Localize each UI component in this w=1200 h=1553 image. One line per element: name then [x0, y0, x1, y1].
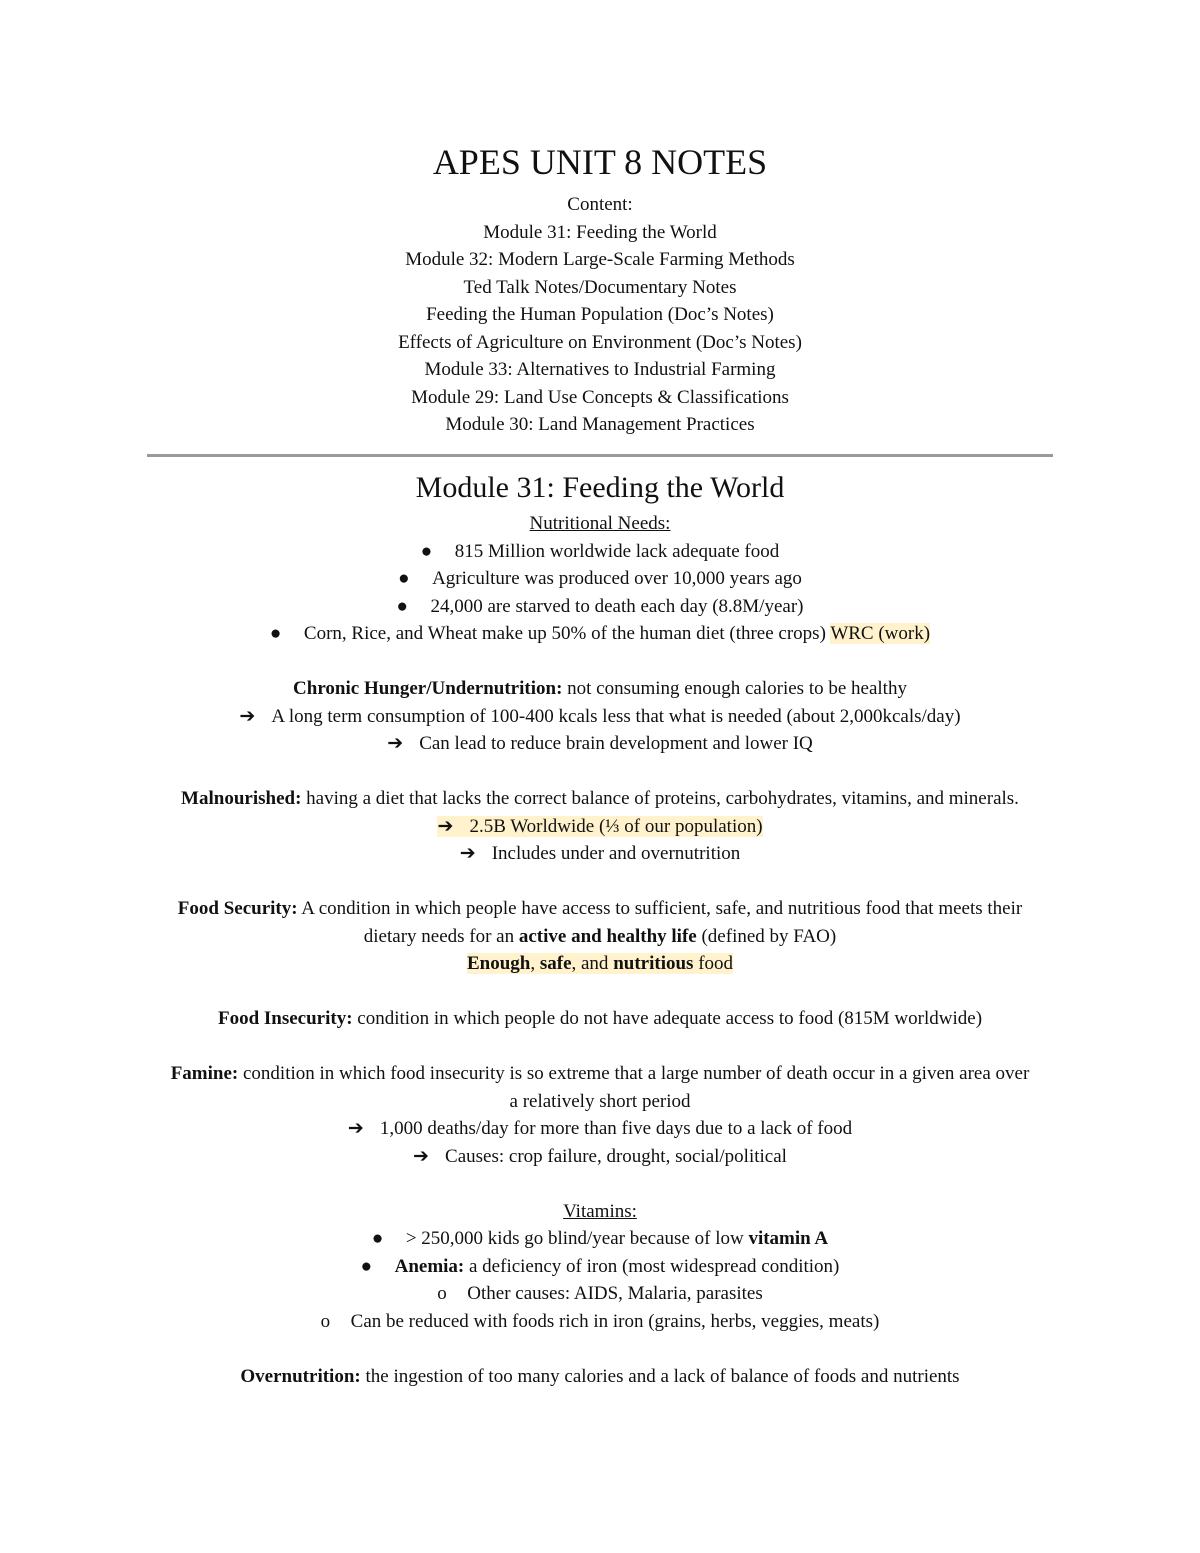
toc-item: Module 32: Modern Large-Scale Farming Methods [405, 249, 795, 270]
term: Malnourished: [181, 788, 302, 809]
list-item: ➔ A long term consumption of 100-400 kcals less that what is needed (about 2,000kcals/day) [0, 703, 1200, 731]
arrow-icon: ➔ [437, 815, 454, 837]
famine-definition: Famine: condition in which food insecurity is so extreme that a large number of death occur in a given area over [170, 1063, 1030, 1084]
arrow-icon: ➔ [347, 1118, 364, 1139]
famine-definition-cont: a relatively short period [509, 1090, 691, 1112]
term: Famine: [170, 1063, 239, 1084]
list-item: ➔ Includes under and overnutrition [0, 840, 1200, 868]
toc-item: Module 31: Feeding the World [483, 221, 717, 243]
list-item: ● > 250,000 kids go blind/year because of low vitamin A [0, 1225, 1200, 1253]
table-of-contents [0, 191, 1200, 439]
arrow-icon: ➔ [387, 733, 404, 754]
bullet-icon: ● [398, 568, 410, 589]
food-insecurity-definition: Food Insecurity: condition in which people do not have adequate access to food (815M worldwide) [217, 1008, 983, 1029]
list-item: ➔ Can lead to reduce brain development and lower IQ [0, 730, 1200, 758]
term: Food Insecurity: [217, 1008, 353, 1029]
toc-item: Feeding the Human Population (Doc’s Notes) [426, 304, 774, 325]
arrow-icon: ➔ [413, 1145, 429, 1167]
toc-item: Module 29: Land Use Concepts & Classifications [411, 386, 789, 408]
contents-label: Content: [567, 194, 633, 215]
list-item: ➔ Causes: crop failure, drought, social/political [0, 1143, 1200, 1171]
toc-item: Module 30: Land Management Practices [445, 414, 755, 435]
section-heading: Module 31: Feeding the World [415, 471, 785, 504]
vitamins-heading: Vitamins: [563, 1200, 637, 1222]
bullet-icon: ● [371, 1228, 384, 1249]
list-item: ● Agriculture was produced over 10,000 years ago [0, 565, 1200, 593]
list-item: ● 24,000 are starved to death each day (8.8M/year) [0, 593, 1200, 621]
list-item: ➔ 2.5B Worldwide (⅓ of our population) [0, 813, 1200, 841]
arrow-icon: ➔ [239, 705, 256, 727]
list-item: ● 815 Million worldwide lack adequate food [0, 538, 1200, 566]
arrow-icon: ➔ [459, 843, 476, 864]
list-item: o Can be reduced with foods rich in iron (grains, herbs, veggies, meats) [0, 1308, 1200, 1336]
list-item: o Other causes: AIDS, Malaria, parasites [0, 1280, 1200, 1308]
toc-item: Module 33: Alternatives to Industrial Farming [424, 359, 776, 380]
horizontal-divider [147, 454, 1053, 457]
bullet-icon: ● [360, 1255, 373, 1277]
nutritional-needs-heading: Nutritional Needs: [529, 513, 671, 534]
toc-item: Ted Talk Notes/Documentary Notes [463, 276, 737, 298]
circle-bullet-icon: o [320, 1310, 331, 1332]
bullet-icon: ● [396, 595, 408, 617]
bullet-icon: ● [269, 623, 282, 644]
circle-bullet-icon: o [437, 1283, 447, 1304]
chronic-hunger-definition: Chronic Hunger/Undernutrition: not consuming enough calories to be healthy [293, 678, 907, 699]
overnutrition-definition: Overnutrition: the ingestion of too many calories and a lack of balance of foods and nutrients [240, 1365, 960, 1387]
malnourished-definition: Malnourished: having a diet that lacks the correct balance of proteins, carbohydrates, vitamins, and minerals. [181, 788, 1019, 809]
food-security-definition: Food Security: A condition in which people have access to sufficient, safe, and nutritious food that meets their [177, 898, 1023, 919]
bullet-icon: ● [420, 540, 433, 562]
food-security-summary: Enough, safe, and nutritious food [466, 953, 734, 974]
term: Overnutrition: [240, 1365, 361, 1387]
list-item: ● Corn, Rice, and Wheat make up 50% of the human diet (three crops) WRC (work) [0, 620, 1200, 648]
toc-item: Effects of Agriculture on Environment (Doc’s Notes) [398, 331, 802, 353]
term: Chronic Hunger/Undernutrition: [293, 678, 563, 699]
food-security-definition-cont: dietary needs for an active and healthy life (defined by FAO) [363, 925, 837, 947]
highlight-wrc: WRC (work) [830, 623, 931, 644]
list-item: ➔ 1,000 deaths/day for more than five days due to a lack of food [0, 1115, 1200, 1143]
section-module-31 [0, 468, 1200, 1390]
term: Food Security: [177, 898, 298, 919]
list-item: ● Anemia: a deficiency of iron (most widespread condition) [0, 1253, 1200, 1281]
document-title: APES UNIT 8 NOTES [432, 142, 768, 182]
